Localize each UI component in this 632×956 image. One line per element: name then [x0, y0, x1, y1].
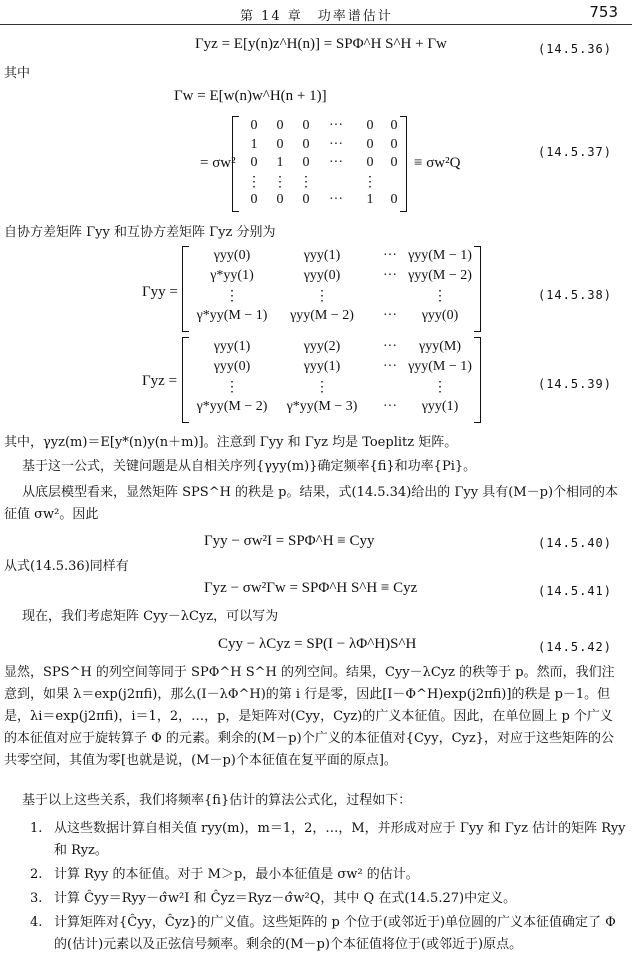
matrix-cell: γyy(M − 1)	[408, 359, 472, 374]
matrix-cell: ⋮	[315, 289, 329, 304]
intro-matrices: 自协方差矩阵 Γyy 和互协方差矩阵 Γyz 分别为	[4, 225, 276, 240]
matrix-cell: 0	[390, 118, 398, 133]
equation-number: (14.5.42)	[537, 640, 612, 654]
matrix-cell: γyy(0)	[213, 359, 251, 374]
paragraph-key-problem: 基于这一公式，关键问题是从自相关序列{γyy(m)}确定频率{fi}和功率{Pi}。	[22, 459, 477, 474]
step-number: 4.	[30, 915, 43, 930]
matrix-cell: ⋮	[299, 174, 313, 190]
equation-number: (14.5.38)	[537, 288, 612, 302]
matrix-cell: γyy(2)	[303, 339, 341, 354]
matrix-left-bracket	[182, 337, 189, 423]
matrix-cell: ···	[383, 268, 397, 283]
step-text: 计算矩阵对{Ĉyy，Ĉyz}的广义值。这些矩阵的 p 个位于(或邻近于)单位圆的广义本征值确定了 Φ 的(估计)元素以及正弦信号频率。剩余的(M－p)个本征值将位于(或邻近于)原点。	[54, 915, 616, 952]
equation-number: (14.5.36)	[537, 42, 612, 56]
matrix-cell: 0	[390, 192, 398, 207]
matrix-cell: 1	[250, 136, 258, 152]
matrix-cell: γyy(1)	[421, 399, 459, 414]
equation-number: (14.5.40)	[537, 536, 612, 550]
matrix-cell: 0	[250, 192, 258, 207]
matrix-cell: ···	[383, 248, 397, 263]
equation-14-5-36: Γyz = E[y(n)z^H(n)] = SPΦ^H S^H + Γw	[195, 36, 447, 52]
matrix-cell: ⋮	[315, 380, 329, 395]
matrix-cell: 0	[276, 118, 284, 133]
matrix-cell: 0	[390, 155, 398, 170]
equation-number: (14.5.39)	[537, 377, 612, 391]
matrix-cell: γyy(M)	[419, 339, 461, 354]
matrix-cell: γ*yy(M − 2)	[196, 399, 268, 414]
matrix-gamma-yy	[182, 246, 482, 332]
matrix-cell: γ*yy(M − 3)	[286, 399, 358, 414]
matrix-cell: ···	[383, 339, 397, 354]
page-number: 753	[589, 3, 618, 21]
matrix-cell: 0	[276, 136, 284, 152]
matrix-cell: 0	[366, 155, 374, 170]
paragraph-from-eq: 从式(14.5.36)同样有	[4, 559, 129, 574]
matrix-gamma-yz	[182, 337, 482, 423]
running-header	[0, 3, 632, 25]
matrix-cell: γyy(M − 1)	[408, 248, 472, 263]
matrix-cell: γyy(0)	[303, 268, 341, 283]
matrix-cell: γyy(1)	[303, 248, 341, 263]
matrix-cell: 0	[276, 192, 284, 207]
matrix-cell: 0	[250, 118, 258, 133]
equation-number: (14.5.37)	[537, 145, 612, 159]
matrix-cell: γ*yy(M − 1)	[196, 308, 268, 323]
equation-14-5-42: Cyy − λCyz = SP(I − λΦ^H)S^H	[218, 636, 417, 652]
step-number: 3.	[30, 891, 43, 906]
list-item	[30, 864, 626, 886]
matrix-cell: γyy(0)	[421, 308, 459, 323]
matrix-cell: ···	[329, 155, 343, 170]
matrix-cell: ···	[383, 308, 397, 323]
matrix-cell: 1	[366, 192, 374, 207]
matrix-cell: ⋮	[363, 174, 377, 190]
list-item	[30, 888, 626, 910]
matrix-cell: γyy(0)	[213, 248, 251, 263]
matrix-cell: ⋮	[247, 174, 261, 190]
matrix-cell: ···	[329, 192, 343, 207]
step-number: 2.	[30, 867, 43, 882]
matrix-cell: γyy(M − 2)	[408, 268, 472, 283]
equation-gamma-w: Γw = E[w(n)w^H(n + 1)]	[174, 88, 327, 104]
paragraph-rank: 从底层模型看来，显然矩阵 SPS^H 的秩是 p。结果，式(14.5.34)给出的 Γyy 具有(M－p)个相同的本征值 σw²。因此	[4, 485, 619, 522]
matrix-cell: ···	[383, 359, 397, 374]
matrix-cell: ···	[383, 399, 397, 414]
equation-14-5-41: Γyz − σw²Γw = SPΦ^H S^H ≡ Cyz	[204, 580, 418, 596]
matrix-cell: γyy(1)	[213, 339, 251, 354]
matrix-Q	[232, 116, 408, 212]
matrix-cell: ⋮	[225, 380, 239, 395]
chapter-title: 第 14 章 功率谱估计	[240, 9, 393, 24]
matrix-cell: 0	[366, 136, 374, 152]
matrix-cell: ⋮	[433, 380, 447, 395]
step-text: 计算 Ryy 的本征值。对于 M＞p，最小本征值是 σw² 的估计。	[54, 867, 419, 882]
matrix-cell: 0	[302, 136, 310, 152]
matrix-cell: 1	[276, 155, 284, 170]
equation-14-5-38-lhs: Γyy =	[142, 284, 178, 300]
matrix-cell: 0	[302, 192, 310, 207]
matrix-cell: ···	[329, 118, 343, 133]
step-number: 1.	[30, 821, 43, 836]
paragraph-column-space: 显然，SPS^H 的列空间等同于 SPΦ^H S^H 的列空间。结果，Cyy－λCyz 的秩等于 p。然而，我们注意到，如果 λ＝exp(j2πfi)，那么(I－λΦ^H)的第 i 行是零，因此[I－Φ^H)exp(j2πfi)]的秩是 p－1。但是，λi＝exp(j2πfi)，i＝1，2，…，p，是矩阵对(Cyy，Cyz)的广义本征值。因此，在单位圆上 p 个广义的本征值对应于旋转算子 Φ 的元素。剩余的(M－p)个广义的本征值对{Cyy，Cyz}，对应于这些矩阵的公共零空间，其值为零[也就是说，(M－p)个本征值在复平面的原点]。	[4, 665, 615, 768]
matrix-cell: γ*yy(1)	[210, 268, 254, 283]
equation-14-5-39-lhs: Γyz =	[142, 373, 178, 389]
matrix-cell: γyy(M − 2)	[290, 308, 354, 323]
matrix-cell: 0	[302, 118, 310, 133]
list-item	[30, 912, 626, 956]
equation-14-5-37-rhs: ≡ σw²Q	[414, 155, 461, 171]
matrix-cell: 0	[366, 118, 374, 133]
matrix-cell: γyy(1)	[303, 359, 341, 374]
equation-number: (14.5.41)	[537, 584, 612, 598]
matrix-cell: ⋮	[433, 289, 447, 304]
matrix-cell: 0	[302, 155, 310, 170]
matrix-cell: ⋮	[273, 174, 287, 190]
equation-14-5-40: Γyy − σw²I = SPΦ^H ≡ Cyy	[204, 533, 375, 549]
matrix-cell: 0	[390, 136, 398, 152]
matrix-cell: 0	[250, 155, 258, 170]
matrix-cell: ⋮	[225, 289, 239, 304]
paragraph-toeplitz: 其中，γyz(m)＝E[y*(n)y(n＋m)]。注意到 Γyy 和 Γyz 均是 Toeplitz 矩阵。	[4, 435, 458, 450]
header-rule	[0, 24, 632, 25]
step-text: 从这些数据计算自相关值 ryy(m)，m＝1，2，…，M，并形成对应于 Γyy 和 Γyz 估计的矩阵 Ryy 和 Ryz。	[54, 821, 626, 858]
equation-14-5-37-lhs: = σw²	[200, 155, 236, 171]
paragraph-consider: 现在，我们考虑矩阵 Cyy－λCyz，可以写为	[22, 609, 279, 624]
matrix-left-bracket	[182, 246, 189, 332]
matrix-cell: ···	[329, 136, 343, 152]
paragraph-algorithm: 基于以上这些关系，我们将频率{fi}估计的算法公式化，过程如下：	[22, 793, 412, 808]
label-qizhong: 其中	[4, 66, 31, 81]
step-text: 计算 Ĉyy＝Ryy－σ̂w²I 和 Ĉyz＝Ryz－σ̂w²Q，其中 Q 在式(14.5.27)中定义。	[54, 891, 517, 906]
list-item	[30, 818, 626, 862]
